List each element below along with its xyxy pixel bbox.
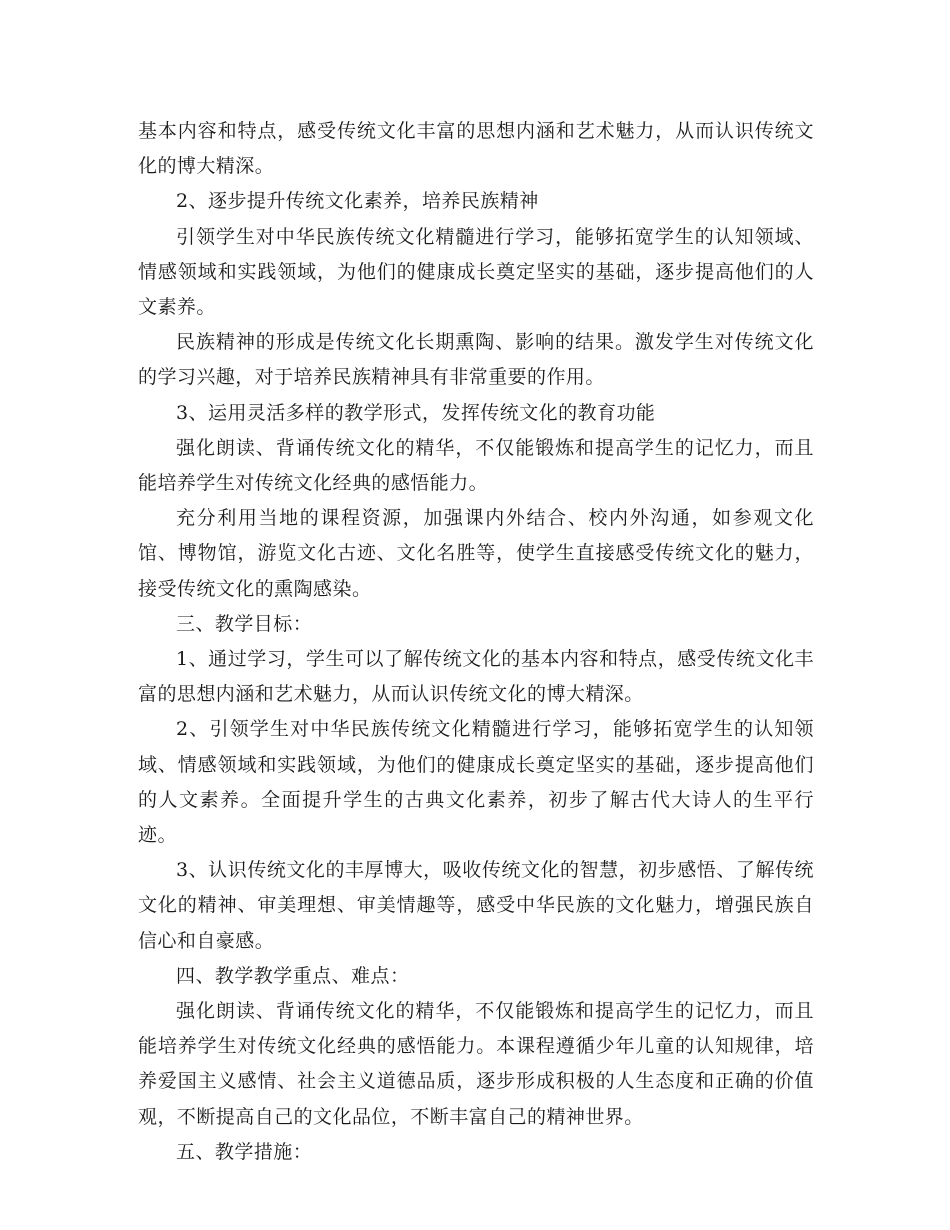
paragraph: 1、通过学习，学生可以了解传统文化的基本内容和特点，感受传统文化丰富的思想内涵和艺术魅力，从而认识传统文化的博大精深。 <box>138 648 814 706</box>
paragraph: 民族精神的形成是传统文化长期熏陶、影响的结果。激发学生对传统文化的学习兴趣，对于培养民族精神具有非常重要的作用。 <box>138 331 814 389</box>
paragraph: 充分利用当地的课程资源，加强课内外结合、校内外沟通，如参观文化馆、博物馆，游览文化古迹、文化名胜等，使学生直接感受传统文化的魅力，接受传统文化的熏陶感染。 <box>138 507 814 600</box>
paragraph: 强化朗读、背诵传统文化的精华，不仅能锻炼和提高学生的记忆力，而且能培养学生对传统文化经典的感悟能力。本课程遵循少年儿童的认知规律，培养爱国主义感情、社会主义道德品质，逐步形成积极的人生态度和正确的价值观，不断提高自己的文化品位，不断丰富自己的精神世界。 <box>138 1000 814 1128</box>
paragraph: 引领学生对中华民族传统文化精髓进行学习，能够拓宽学生的认知领域、情感领域和实践领域，为他们的健康成长奠定坚实的基础，逐步提高他们的人文素养。 <box>138 225 814 319</box>
section-heading: 3、运用灵活多样的教学形式，发挥传统文化的教育功能 <box>176 401 656 424</box>
section-heading: 三、教学目标： <box>176 612 313 635</box>
paragraph: 3、认识传统文化的丰厚博大，吸收传统文化的智慧，初步感悟、了解传统文化的精神、审美理想、审美情趣等，感受中华民族的文化魅力，增强民族自信心和自豪感。 <box>138 859 814 952</box>
paragraph: 2、引领学生对中华民族传统文化精髓进行学习，能够拓宽学生的认知领域、情感领域和实践领域，为他们的健康成长奠定坚实的基础，逐步提高他们的人文素养。全面提升学生的古典文化素养，初步了解古代大诗人的生平行迹。 <box>138 718 814 847</box>
section-heading: 2、逐步提升传统文化素养，培养民族精神 <box>176 190 539 213</box>
document-body <box>138 114 814 1170</box>
paragraph: 强化朗读、背诵传统文化的精华，不仅能锻炼和提高学生的记忆力，而且能培养学生对传统文化经典的感悟能力。 <box>138 436 814 495</box>
section-heading: 五、教学措施： <box>176 1140 313 1163</box>
paragraph: 基本内容和特点，感受传统文化丰富的思想内涵和艺术魅力，从而认识传统文化的博大精深。 <box>138 120 814 178</box>
section-heading: 四、教学教学重点、难点： <box>176 964 410 987</box>
